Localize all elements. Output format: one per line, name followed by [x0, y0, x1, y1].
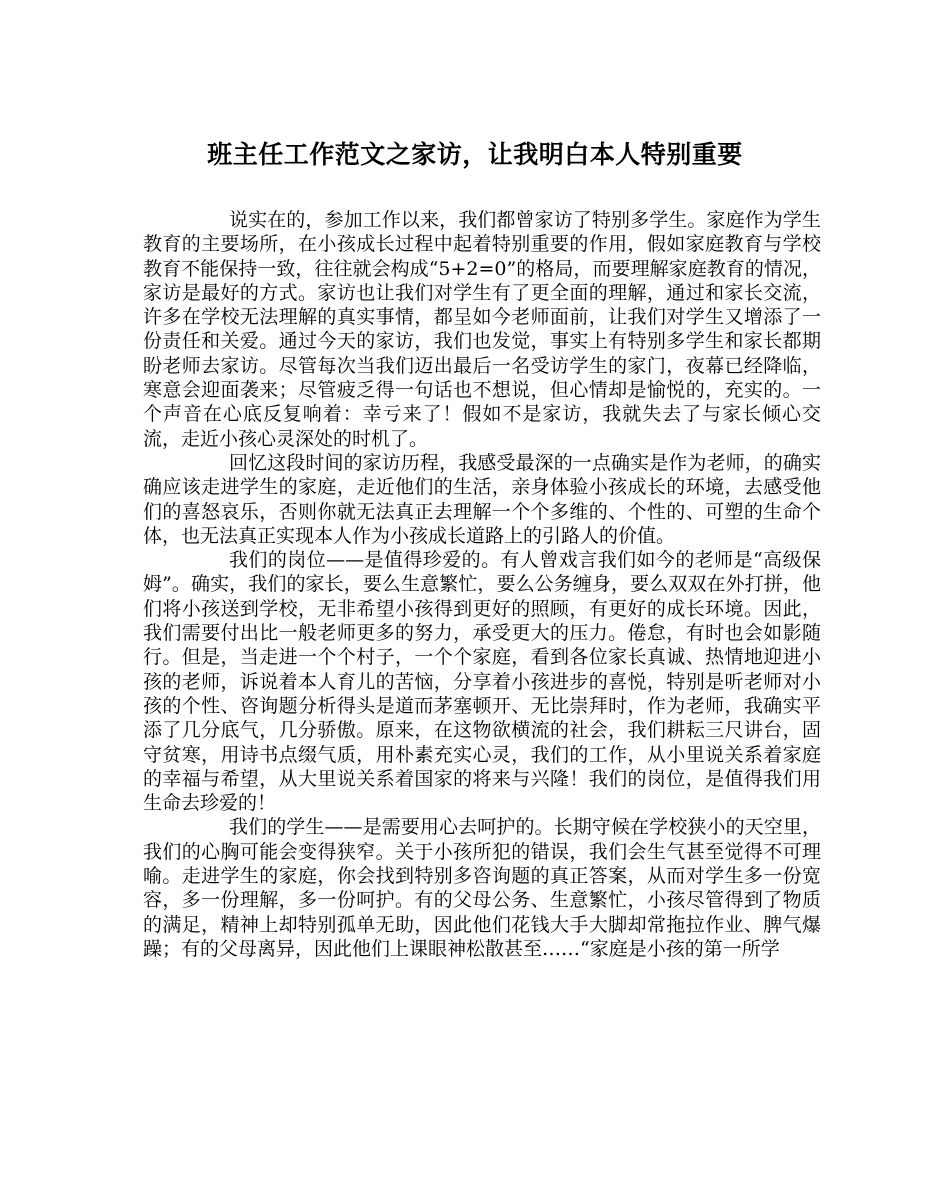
paragraph: 回忆这段时间的家访历程，我感受最深的一点确实是作为老师，的确实确应该走进学生的家庭，走近他们的生活，亲身体验小孩成长的环境，去感受他们的喜怒哀乐，否则你就无法真正去理解一个个多维的、个性的、可塑的生命个体，也无法真正实现本人作为小孩成长道路上的引路人的价值。	[143, 451, 821, 547]
document-title: 班主任工作范文之家访，让我明白本人特别重要	[207, 140, 743, 169]
paragraph: 我们的岗位——是值得珍爱的。有人曾戏言我们如今的老师是“高级保姆”。确实，我们的家长，要么生意繁忙，要么公务缠身，要么双双在外打拼，他们将小孩送到学校，无非希望小孩得到更好的照顾，有更好的成长环境。因此，我们需要付出比一般老师更多的努力，承受更大的压力。倦怠，有时也会如影随行。但是，当走进一个个村子，一个个家庭，看到各位家长真诚、热情地迎进小孩的老师，诉说着本人育儿的苦恼，分享着小孩进步的喜悦，特别是听老师对小孩的个性、咨询题分析得头是道而茅塞顿开、无比崇拜时，作为老师，我确实平添了几分底气，几分骄傲。原来，在这物欲横流的社会，我们耕耘三尺讲台，固守贫寒，用诗书点缀气质，用朴素充实心灵，我们的工作，从小里说关系着家庭的幸福与希望，从大里说关系着国家的将来与兴隆！我们的岗位，是值得我们用生命去珍爱的！	[143, 549, 821, 815]
paragraph: 说实在的，参加工作以来，我们都曾家访了特别多学生。家庭作为学生教育的主要场所，在小孩成长过程中起着特别重要的作用，假如家庭教育与学校教育不能保持一致，往往就会构成“5+2=0”的格局，而要理解家庭教育的情况，家访是最好的方式。家访也让我们对学生有了更全面的理解，通过和家长交流，许多在学校无法理解的真实事情，都呈如今老师面前，让我们对学生又增添了一份责任和关爱。通过今天的家访，我们也发觉，事实上有特别多学生和家长都期盼老师去家访。尽管每次当我们迈出最后一名受访学生的家门，夜幕已经降临，寒意会迎面袭来；尽管疲乏得一句话也不想说，但心情却是愉悦的，充实的。一个声音在心底反复响着：幸亏来了！假如不是家访，我就失去了与家长倾心交流，走近小孩心灵深处的时机了。	[143, 209, 821, 450]
document-body	[143, 208, 821, 961]
paragraph: 我们的学生——是需要用心去呵护的。长期守候在学校狭小的天空里，我们的心胸可能会变得狭窄。关于小孩所犯的错误，我们会生气甚至觉得不可理喻。走进学生的家庭，你会找到特别多咨询题的真正答案，从而对学生多一份宽容，多一份理解，多一份呵护。有的父母公务、生意繁忙，小孩尽管得到了物质的满足，精神上却特别孤单无助，因此他们花钱大手大脚却常拖拉作业、脾气爆躁；有的父母离异，因此他们上课眼神松散甚至……“家庭是小孩的第一所学	[143, 816, 821, 960]
